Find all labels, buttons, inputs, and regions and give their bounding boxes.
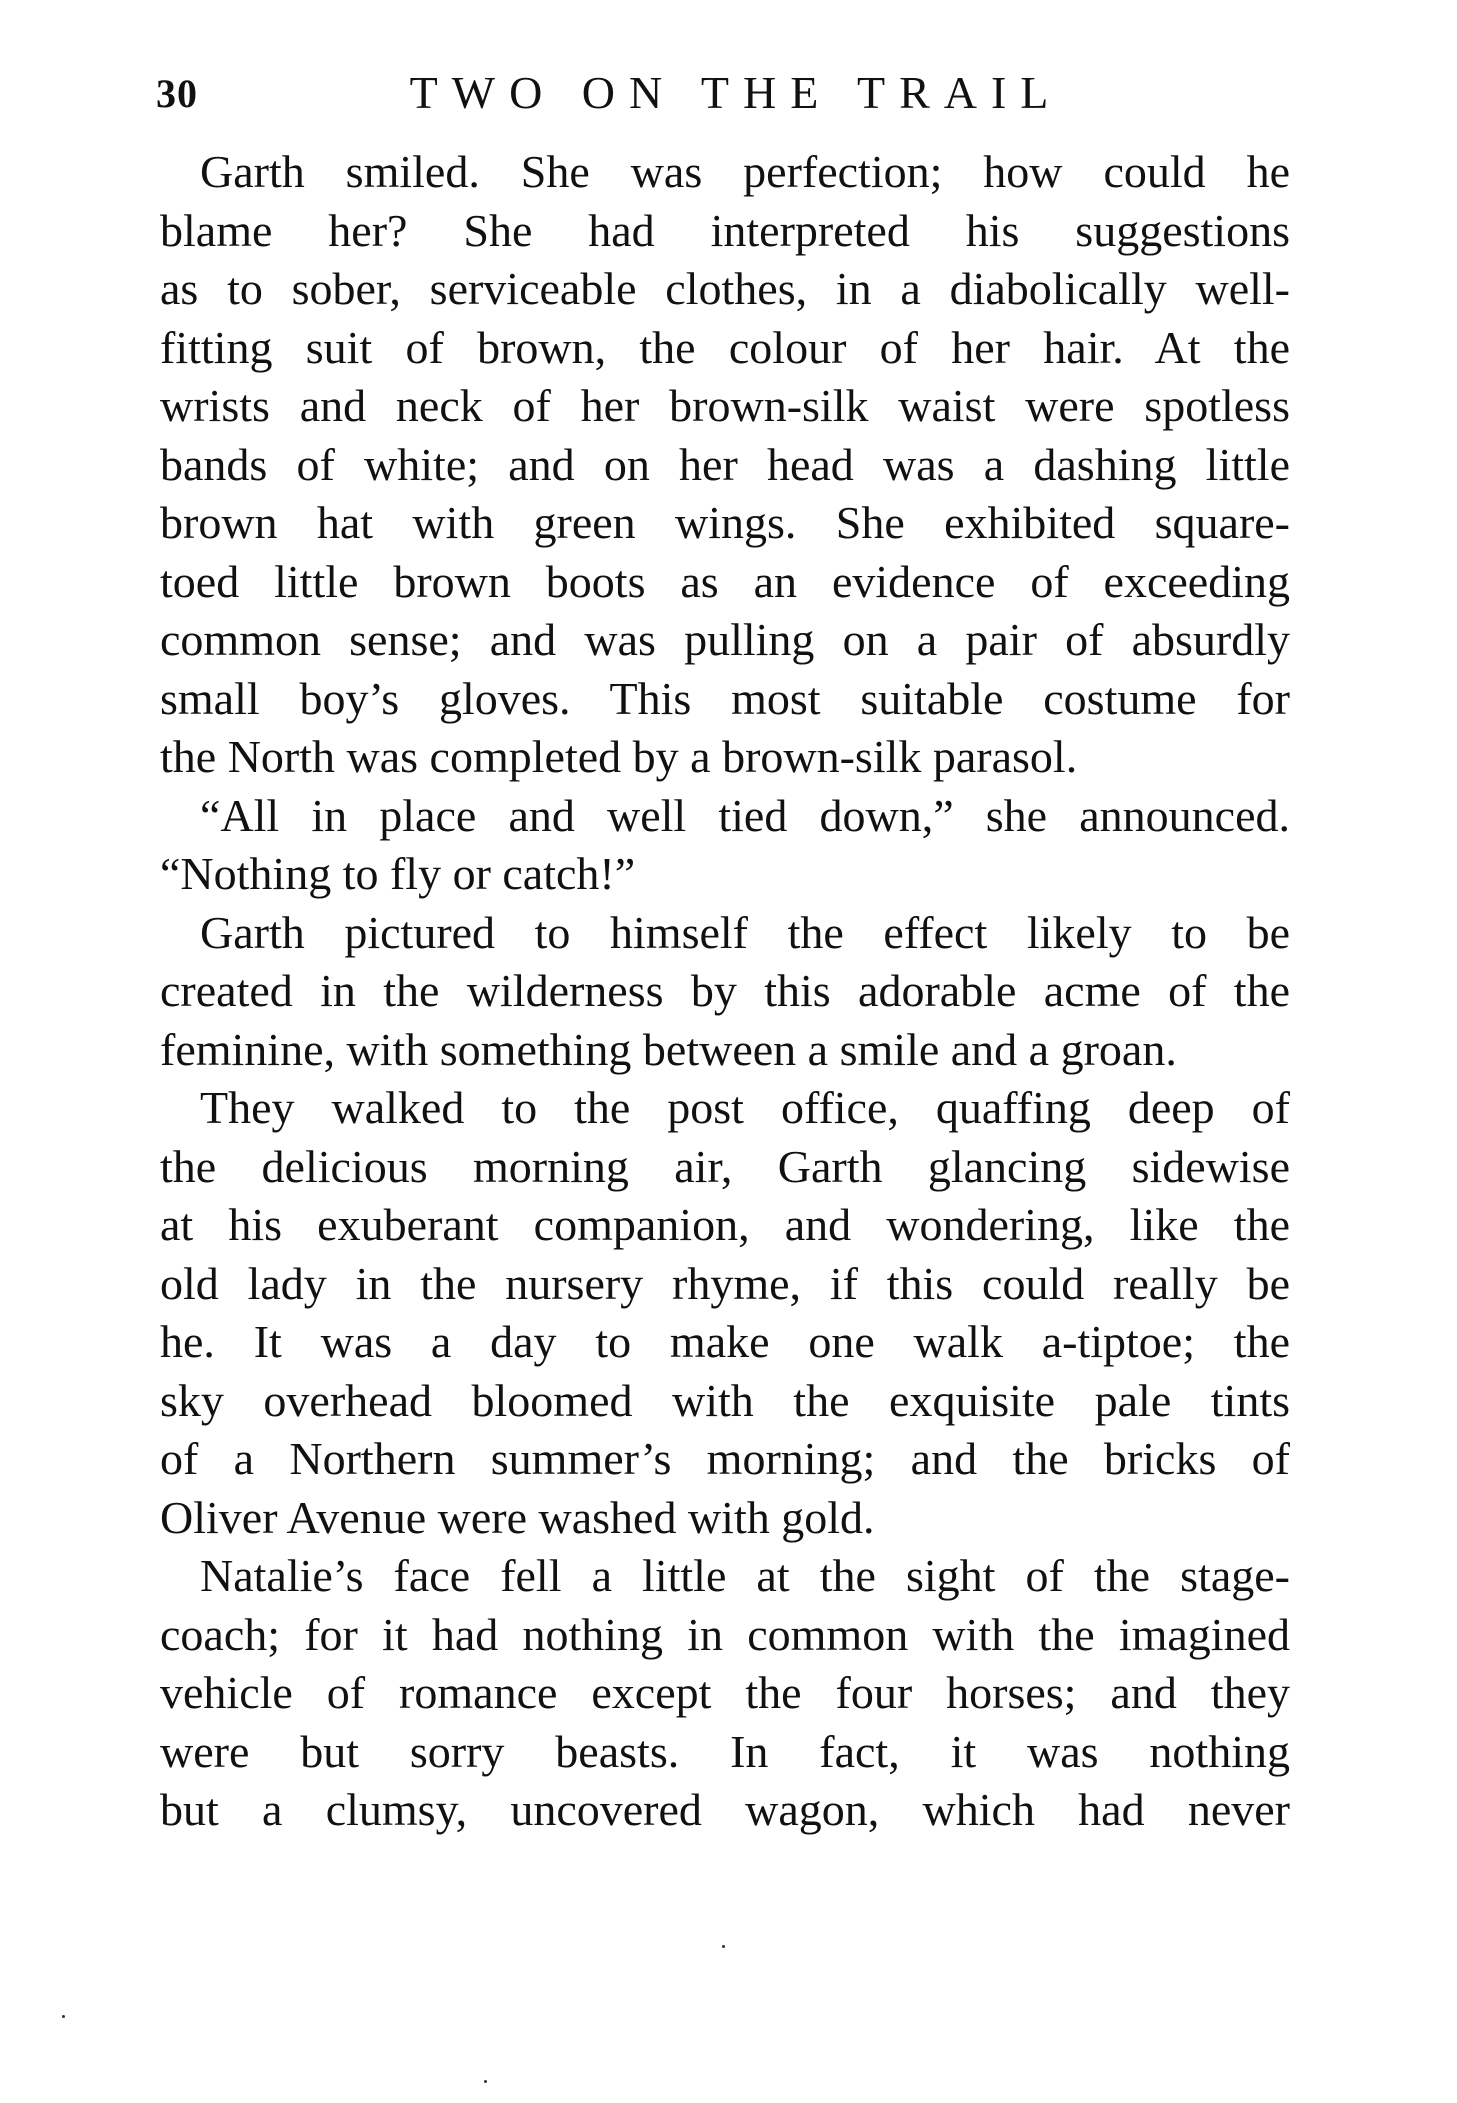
- print-speck: [484, 2080, 487, 2083]
- body-text: [160, 143, 1290, 1840]
- text-line: “Nothing to fly or catch!”: [160, 848, 636, 899]
- text-line: of a Northern summer’s morning; and the bricks of: [160, 1433, 1290, 1484]
- text-line: the North was completed by a brown-silk parasol.: [160, 731, 1078, 782]
- text-line: blame her? She had interpreted his suggestions: [160, 204, 1290, 256]
- text-line: old lady in the nursery rhyme, if this could really be: [160, 1257, 1290, 1309]
- text-line: sky overhead bloomed with the exquisite pale tints: [160, 1374, 1290, 1426]
- text-line: brown hat with green wings. She exhibited square-: [160, 497, 1290, 548]
- text-line: were but sorry beasts. In fact, it was nothing: [160, 1725, 1290, 1777]
- text-line: common sense; and was pulling on a pair of absurdly: [160, 614, 1290, 665]
- running-head: TWO ON THE TRAIL: [409, 67, 1063, 118]
- page-number: 30: [156, 71, 198, 116]
- text-line: Garth pictured to himself the effect likely to be: [200, 906, 1290, 958]
- print-speck: [62, 2015, 65, 2018]
- text-line: Oliver Avenue were washed with gold.: [160, 1491, 875, 1543]
- text-line: “All in place and well tied down,” she announced.: [200, 789, 1290, 841]
- text-line: but a clumsy, uncovered wagon, which had never: [160, 1784, 1290, 1835]
- text-line: created in the wilderness by this adorable acme of the: [160, 965, 1290, 1016]
- text-line: Garth smiled. She was perfection; how could he: [200, 146, 1290, 197]
- text-line: coach; for it had nothing in common with the imagined: [160, 1608, 1290, 1660]
- print-speck: [722, 1945, 725, 1948]
- page-header: [156, 66, 1296, 126]
- text-line: small boy’s gloves. This most suitable costume for: [160, 672, 1290, 724]
- text-line: he. It was a day to make one walk a-tiptoe; the: [160, 1316, 1290, 1367]
- text-line: at his exuberant companion, and wondering, like the: [160, 1199, 1290, 1250]
- text-line: vehicle of romance except the four horses; and they: [160, 1667, 1290, 1718]
- text-line: bands of white; and on her head was a dashing little: [160, 438, 1290, 490]
- text-line: the delicious morning air, Garth glancing sidewise: [160, 1140, 1290, 1192]
- text-line: wrists and neck of her brown-silk waist were spotless: [160, 380, 1290, 431]
- text-line: They walked to the post office, quaffing deep of: [200, 1082, 1290, 1133]
- text-line: fitting suit of brown, the colour of her hair. At the: [160, 321, 1290, 373]
- text-line: toed little brown boots as an evidence of exceeding: [160, 555, 1290, 607]
- text-line: feminine, with something between a smile and a groan.: [160, 1023, 1177, 1075]
- text-line: as to sober, serviceable clothes, in a diabolically well-: [160, 263, 1290, 314]
- text-line: Natalie’s face fell a little at the sight of the stage-: [200, 1550, 1290, 1601]
